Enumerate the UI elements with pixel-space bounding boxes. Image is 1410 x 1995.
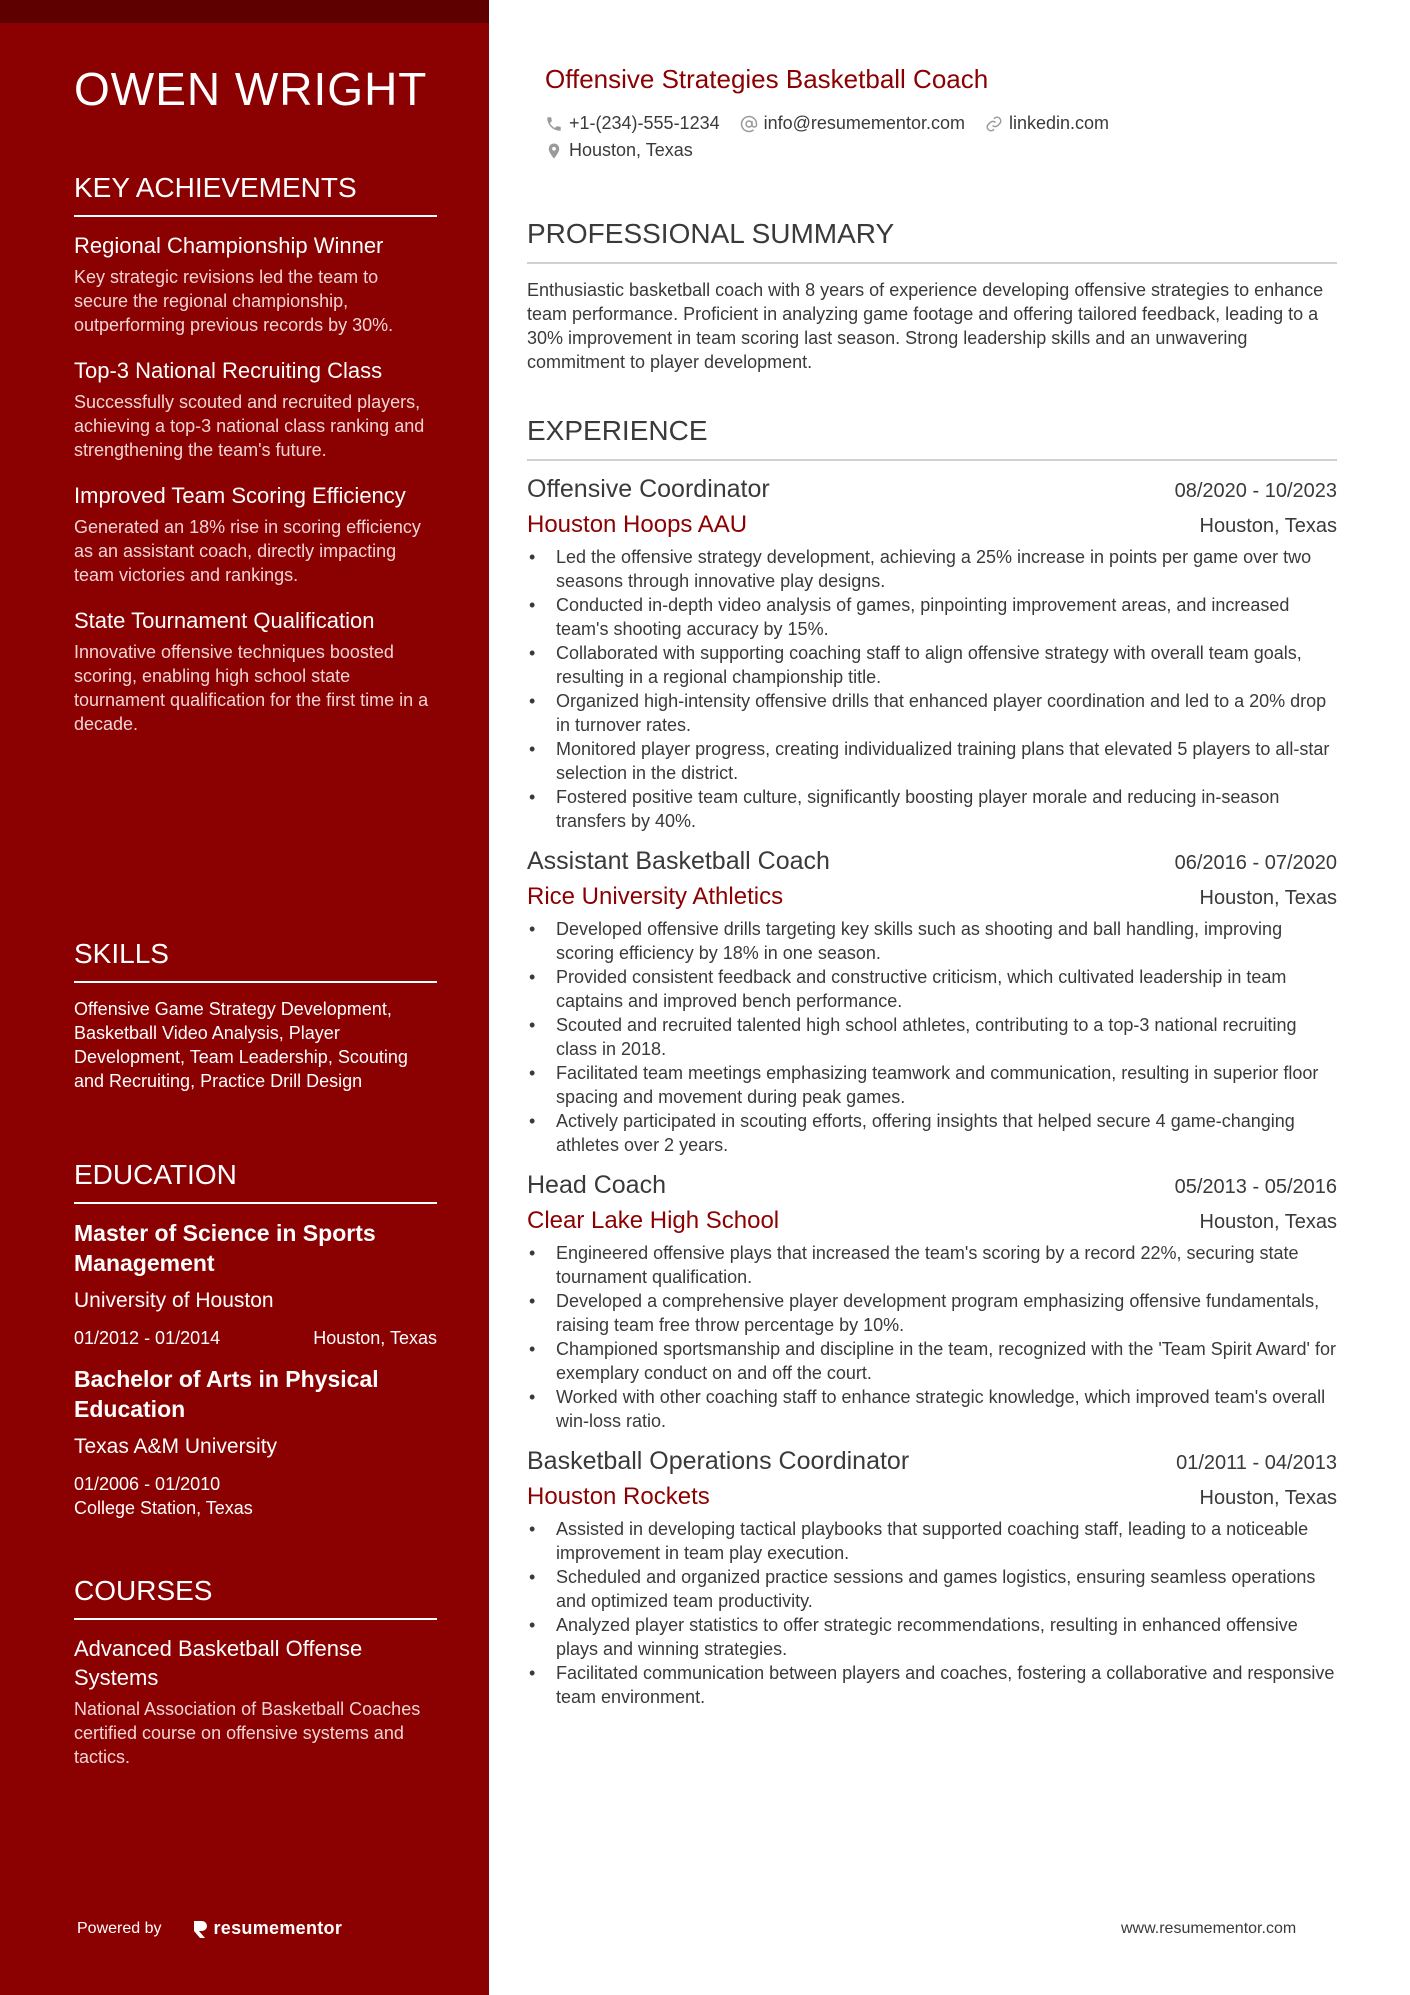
email-text: info@resumementor.com bbox=[763, 113, 965, 133]
resumementor-logo-icon bbox=[192, 1919, 208, 1939]
education-item bbox=[74, 1218, 437, 1350]
achievement-description: Successfully scouted and recruited players, achieving a top-3 national class ranking and strengthening the team's future. bbox=[74, 392, 425, 460]
education-location: College Station, Texas bbox=[74, 1498, 253, 1518]
experience-item bbox=[527, 475, 1337, 833]
contact-linkedin[interactable] bbox=[985, 113, 1109, 134]
skills-section bbox=[74, 938, 437, 1093]
candidate-name: OWEN WRIGHT bbox=[74, 63, 428, 115]
footer-url[interactable]: www.resumementor.com bbox=[1121, 1920, 1297, 1937]
course-title: Advanced Basketball Offense Systems bbox=[74, 1636, 363, 1690]
experience-company: Rice University Athletics bbox=[527, 883, 784, 910]
experience-bullet: • Fostered positive team culture, significantly boosting player morale and reducing in-season transfers by 40%. bbox=[527, 785, 1337, 833]
experience-bullet: • Scouted and recruited talented high school athletes, contributing to a top-3 national recruiting class in 2018. bbox=[527, 1013, 1337, 1061]
courses-heading: COURSES bbox=[74, 1575, 437, 1620]
summary-text: Enthusiastic basketball coach with 8 years of experience developing offensive strategies to enhance team performance. Proficient in analyzing game footage and offering tailored feedback, leading to a 30% improvement in team scoring last season. Strong leadership skills and an unwavering commitment to player development. bbox=[527, 280, 1324, 372]
experience-bullet: • Championed sportsmanship and discipline in the team, recognized with the 'Team Spirit Award' for exemplary conduct on and off the court. bbox=[527, 1337, 1337, 1385]
experience-role: Assistant Basketball Coach bbox=[527, 847, 830, 875]
experience-company: Houston Hoops AAU bbox=[527, 511, 748, 538]
sidebar bbox=[0, 0, 489, 1995]
achievement-description: Key strategic revisions led the team to secure the regional championship, outperforming previous records by 30%. bbox=[74, 267, 394, 335]
contact-phone[interactable] bbox=[545, 113, 720, 134]
skills-heading: SKILLS bbox=[74, 938, 437, 983]
experience-subheader bbox=[527, 511, 1337, 539]
experience-item bbox=[527, 1171, 1337, 1433]
experience-header bbox=[527, 1171, 1337, 1200]
contact-row-location bbox=[545, 140, 713, 161]
experience-bullet: • Developed offensive drills targeting key skills such as shooting and ball handling, improving scoring efficiency by 18% in one season. bbox=[527, 917, 1337, 965]
experience-header bbox=[527, 475, 1337, 504]
experience-bullet: • Led the offensive strategy development, achieving a 25% increase in points per game over two seasons through innovative play designs. bbox=[527, 545, 1337, 593]
experience-location: Houston, Texas bbox=[1199, 515, 1337, 537]
experience-bullet: • Facilitated communication between players and coaches, fostering a collaborative and responsive team environment. bbox=[527, 1661, 1337, 1709]
linkedin-text: linkedin.com bbox=[1008, 113, 1110, 133]
experience-location: Houston, Texas bbox=[1199, 1211, 1337, 1233]
headline: Offensive Strategies Basketball Coach bbox=[545, 64, 989, 94]
experience-section bbox=[527, 415, 1337, 1723]
achievement-title: State Tournament Qualification bbox=[74, 608, 375, 633]
education-degree: Master of Science in Sports Management bbox=[74, 1220, 376, 1276]
education-meta bbox=[74, 1326, 437, 1350]
experience-subheader bbox=[527, 1207, 1337, 1235]
skills-list: Offensive Game Strategy Development, Basketball Video Analysis, Player Development, Team Leadership, Scouting and Recruiting, Practice Drill Design bbox=[74, 999, 408, 1091]
experience-bullets bbox=[527, 545, 1337, 833]
education-section bbox=[74, 1159, 437, 1534]
at-icon bbox=[740, 115, 758, 133]
achievement-item bbox=[74, 606, 437, 736]
experience-bullet: • Actively participated in scouting efforts, offering insights that helped secure 4 game-changing athletes over 2 years. bbox=[527, 1109, 1337, 1157]
course-description: National Association of Basketball Coaches certified course on offensive systems and tactics. bbox=[74, 1699, 421, 1767]
achievement-description: Generated an 18% rise in scoring efficiency as an assistant coach, directly impacting team victories and rankings. bbox=[74, 517, 421, 585]
key-achievements-heading: KEY ACHIEVEMENTS bbox=[74, 172, 437, 217]
experience-company: Houston Rockets bbox=[527, 1483, 710, 1510]
achievement-item bbox=[74, 356, 437, 462]
education-meta bbox=[74, 1472, 437, 1520]
experience-bullet: • Facilitated team meetings emphasizing teamwork and communication, resulting in superior floor spacing and movement during peak games. bbox=[527, 1061, 1337, 1109]
experience-bullet: • Developed a comprehensive player development program emphasizing offensive fundamentals, raising team free throw percentage by 10%. bbox=[527, 1289, 1337, 1337]
experience-bullet: • Collaborated with supporting coaching staff to align offensive strategy with overall team goals, resulting in a regional championship title. bbox=[527, 641, 1337, 689]
contact-email[interactable] bbox=[740, 113, 965, 134]
experience-bullets bbox=[527, 1517, 1337, 1709]
achievement-title: Regional Championship Winner bbox=[74, 233, 384, 258]
experience-bullet: • Engineered offensive plays that increased the team's scoring by a record 22%, securing state tournament qualification. bbox=[527, 1241, 1337, 1289]
key-achievements-section bbox=[74, 172, 437, 755]
experience-bullet: • Monitored player progress, creating individualized training plans that elevated 5 players to all-star selection in the district. bbox=[527, 737, 1337, 785]
achievement-description: Innovative offensive techniques boosted scoring, enabling high school state tournament qualification for the first time in a decade. bbox=[74, 642, 429, 734]
experience-role: Head Coach bbox=[527, 1171, 666, 1199]
experience-subheader bbox=[527, 1483, 1337, 1511]
phone-icon bbox=[545, 115, 563, 133]
education-school: University of Houston bbox=[74, 1289, 274, 1312]
experience-location: Houston, Texas bbox=[1199, 887, 1337, 909]
experience-bullets bbox=[527, 917, 1337, 1157]
link-icon bbox=[985, 115, 1003, 133]
experience-bullet: • Conducted in-depth video analysis of games, pinpointing improvement areas, and increased team's shooting accuracy by 15%. bbox=[527, 593, 1337, 641]
professional-summary-heading: PROFESSIONAL SUMMARY bbox=[527, 218, 1337, 264]
phone-text: +1-(234)-555-1234 bbox=[569, 113, 720, 133]
experience-bullets bbox=[527, 1241, 1337, 1433]
contact-location bbox=[545, 140, 693, 161]
experience-company: Clear Lake High School bbox=[527, 1207, 780, 1234]
experience-header bbox=[527, 847, 1337, 876]
sidebar-top-bar bbox=[0, 0, 489, 23]
experience-dates: 08/2020 - 10/2023 bbox=[1174, 480, 1337, 502]
education-heading: EDUCATION bbox=[74, 1159, 437, 1204]
professional-summary-section bbox=[527, 218, 1337, 374]
experience-bullet: • Analyzed player statistics to offer strategic recommendations, resulting in enhanced offensive plays and winning strategies. bbox=[527, 1613, 1337, 1661]
education-item bbox=[74, 1364, 437, 1520]
experience-header bbox=[527, 1447, 1337, 1476]
experience-heading: EXPERIENCE bbox=[527, 415, 1337, 461]
education-dates: 01/2012 - 01/2014 bbox=[74, 1328, 221, 1348]
experience-location: Houston, Texas bbox=[1199, 1487, 1337, 1509]
experience-bullet: • Provided consistent feedback and constructive criticism, which cultivated leadership in team captains and improved bench performance. bbox=[527, 965, 1337, 1013]
achievement-item bbox=[74, 481, 437, 587]
experience-item bbox=[527, 847, 1337, 1157]
experience-bullet: • Assisted in developing tactical playbooks that supported coaching staff, leading to a noticeable improvement in team play execution. bbox=[527, 1517, 1337, 1565]
courses-section bbox=[74, 1575, 437, 1769]
education-location: Houston, Texas bbox=[313, 1328, 437, 1348]
experience-bullet: • Worked with other coaching staff to enhance strategic knowledge, which improved team's overall win-loss ratio. bbox=[527, 1385, 1337, 1433]
brand-logo[interactable] bbox=[192, 1918, 343, 1939]
achievement-item bbox=[74, 231, 437, 337]
location-pin-icon bbox=[545, 142, 563, 160]
experience-bullet: • Organized high-intensity offensive drills that enhanced player coordination and led to a 20% drop in turnover rates. bbox=[527, 689, 1337, 737]
powered-by bbox=[77, 1918, 342, 1939]
location-text: Houston, Texas bbox=[569, 140, 693, 160]
experience-role: Offensive Coordinator bbox=[527, 475, 770, 503]
achievement-title: Top-3 National Recruiting Class bbox=[74, 358, 383, 383]
powered-by-label: Powered by bbox=[77, 1919, 162, 1937]
contact-row bbox=[545, 113, 1129, 134]
experience-subheader bbox=[527, 883, 1337, 911]
education-degree: Bachelor of Arts in Physical Education bbox=[74, 1366, 379, 1422]
experience-role: Basketball Operations Coordinator bbox=[527, 1447, 910, 1475]
brand-name: resumementor bbox=[213, 1918, 343, 1938]
education-school: Texas A&M University bbox=[74, 1435, 278, 1458]
experience-bullet: • Scheduled and organized practice sessions and games logistics, ensuring seamless operations and optimized team productivity. bbox=[527, 1565, 1337, 1613]
education-dates: 01/2006 - 01/2010 bbox=[74, 1474, 221, 1494]
experience-dates: 05/2013 - 05/2016 bbox=[1174, 1176, 1337, 1198]
experience-dates: 06/2016 - 07/2020 bbox=[1174, 852, 1337, 874]
experience-item bbox=[527, 1447, 1337, 1709]
experience-dates: 01/2011 - 04/2013 bbox=[1176, 1452, 1337, 1474]
achievement-title: Improved Team Scoring Efficiency bbox=[74, 483, 406, 508]
